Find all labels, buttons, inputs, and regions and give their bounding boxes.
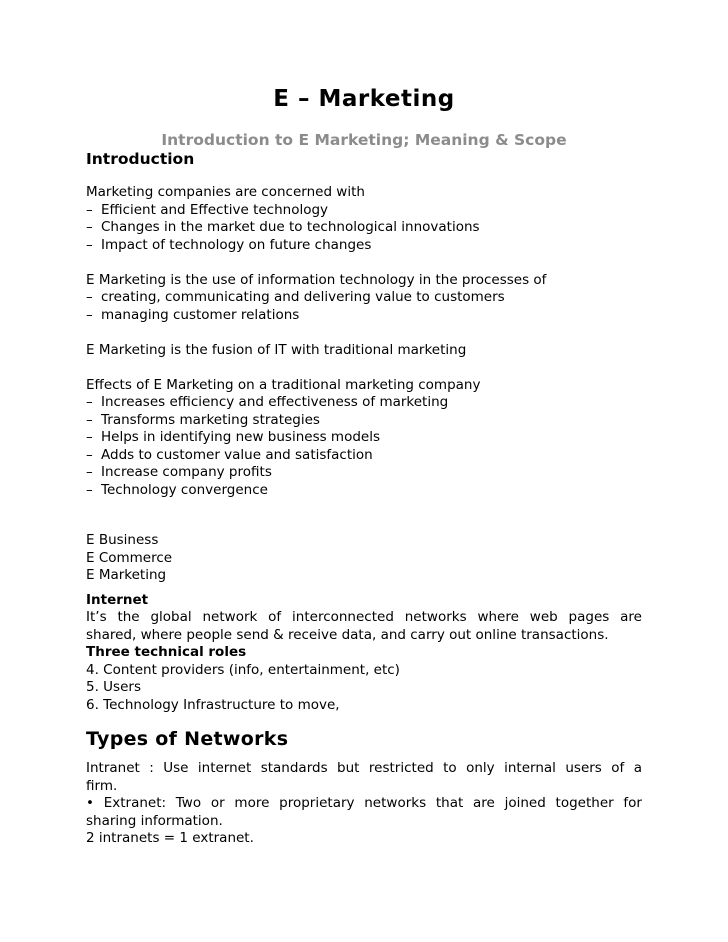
dash-bullet: – <box>86 394 93 410</box>
dash-bullet: – <box>86 446 93 463</box>
list-item-text: Efficient and Effective technology <box>101 201 329 218</box>
term-e-marketing: E Marketing <box>86 567 167 583</box>
list-item <box>86 447 642 465</box>
document-title: E – Marketing <box>273 86 455 112</box>
list-item-text: creating, communicating and delivering value to customers <box>101 289 505 305</box>
document-subtitle: Introduction to E Marketing; Meaning & Scope <box>161 131 567 149</box>
dash-bullet: – <box>86 236 93 253</box>
list-item-text: Transforms marketing strategies <box>101 411 320 428</box>
list-item-text: Helps in identifying new business models <box>101 429 380 445</box>
list-item-text: Increases efficiency and effectiveness of marketing <box>101 394 449 410</box>
paragraph-lead: Effects of E Marketing on a traditional marketing company <box>86 376 481 393</box>
list-item <box>86 464 642 482</box>
list-item-text: Technology convergence <box>101 481 268 498</box>
term-e-business: E Business <box>86 532 159 548</box>
list-item-text: Changes in the market due to technological innovations <box>101 219 480 235</box>
dash-bullet: – <box>86 289 93 305</box>
dash-bullet: – <box>86 219 93 235</box>
internet-definition-line: shared, where people send & receive data, and carry out online transactions. <box>86 626 609 643</box>
list-item-text: Impact of technology on future changes <box>101 236 372 253</box>
list-item: 4. Content providers (info, entertainment, etc) <box>86 661 400 678</box>
list-item: 5. Users <box>86 679 141 695</box>
paragraph-lead: Marketing companies are concerned with <box>86 184 365 200</box>
list-item <box>86 219 642 237</box>
intranet-definition-line: firm. <box>86 777 118 794</box>
document-body <box>86 150 642 848</box>
list-item-text: Adds to customer value and satisfaction <box>101 446 373 463</box>
list-item <box>86 307 642 325</box>
dash-bullet: – <box>86 464 93 480</box>
internet-heading: Internet <box>86 591 149 608</box>
list-item <box>86 394 642 412</box>
list-item <box>86 482 642 500</box>
introduction-heading: Introduction <box>86 150 195 168</box>
dash-bullet: – <box>86 481 93 498</box>
intranet-extranet-note: 2 intranets = 1 extranet. <box>86 830 254 846</box>
extranet-definition-line: sharing information. <box>86 812 223 829</box>
list-item <box>86 202 642 220</box>
paragraph-lead: E Marketing is the use of information technology in the processes of <box>86 271 547 288</box>
list-item <box>86 289 642 307</box>
dash-bullet: – <box>86 429 93 445</box>
dash-bullet: – <box>86 306 93 323</box>
networks-heading: Types of Networks <box>86 728 289 750</box>
dash-bullet: – <box>86 201 93 218</box>
term-e-commerce: E Commerce <box>86 549 173 566</box>
list-item-text: managing customer relations <box>101 306 300 323</box>
extranet-definition-line: • Extranet: Two or more proprietary networks that are joined together for <box>86 795 642 811</box>
intranet-definition-line: Intranet : Use internet standards but restricted to only internal users of a <box>86 760 642 776</box>
list-item <box>86 412 642 430</box>
list-item-text: Increase company profits <box>101 464 272 480</box>
internet-definition-line: It’s the global network of interconnected networks where web pages are <box>86 609 642 625</box>
list-item: 6. Technology Infrastructure to move, <box>86 696 340 713</box>
list-item <box>86 237 642 255</box>
technical-roles-heading: Three technical roles <box>86 644 247 660</box>
paragraph-lead: E Marketing is the fusion of IT with traditional marketing <box>86 341 467 358</box>
dash-bullet: – <box>86 411 93 428</box>
list-item <box>86 429 642 447</box>
